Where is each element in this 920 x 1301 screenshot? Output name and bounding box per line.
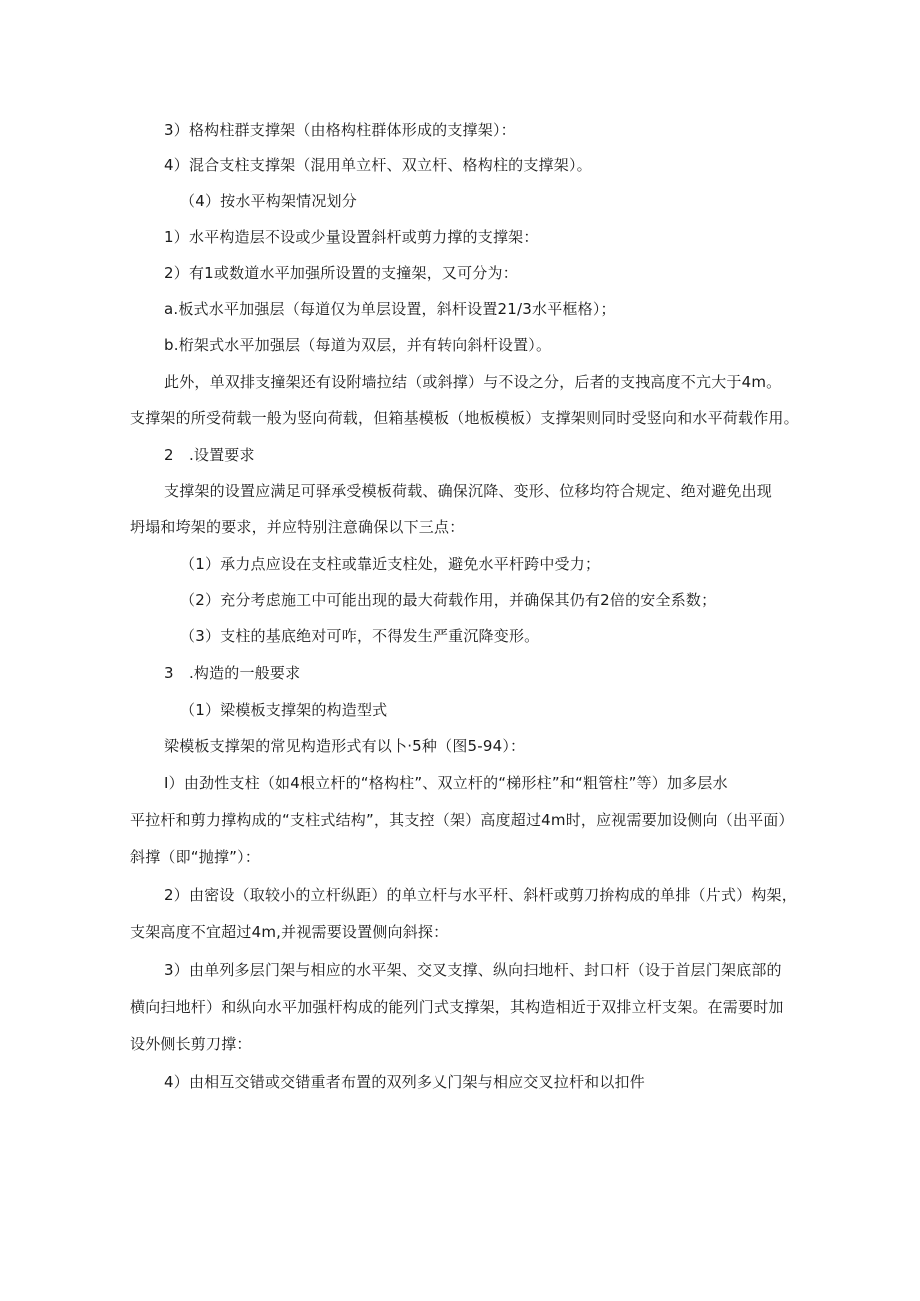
text-line: 斜撑（即“抛撑”）： bbox=[130, 848, 261, 866]
text-line: 3）格构柱群支撑架（由格构柱群体形成的支撑架）： bbox=[164, 121, 516, 139]
text-line: 支撑架的所受荷载一般为竖向荷载，但箱基模板（地板模板）支撑架则同时受竖向和水平荷载作用。 bbox=[130, 409, 799, 427]
text-line: （3）支柱的基底绝对可咋，不得发生严重沉降变形。 bbox=[180, 627, 540, 645]
text-line: I）由劲性支柱（如4根立杆的“格构柱”、双立杆的“梯形柱”和“粗管柱”等）加多层水 bbox=[164, 774, 728, 792]
text-line: 此外，单双排支撞架还有设附墙拉结（或斜撑）与不设之分，后者的支拽高度不亢大于4m。 bbox=[164, 373, 782, 391]
text-line: 4）由相互交错或交错重者布置的双列多乂门架与相应交叉拉杆和以扣件 bbox=[164, 1073, 645, 1091]
text-line: 2）有1或数道水平加强所设置的支撞架，又可分为： bbox=[164, 264, 518, 282]
text-line: 梁模板支撑架的常见构造形式有以卜·5种（图5-94）： bbox=[164, 737, 526, 755]
text-line: 3）由单列多层门架与相应的水平架、交叉支撑、纵向扫地杆、封口杆（设于首层门架底部的 bbox=[164, 961, 782, 979]
text-line: 平拉杆和剪力撑构成的“支柱式结构”，其支控（架）高度超过4m时，应视需要加设侧向（出平面） bbox=[130, 811, 794, 829]
text-line: （1）承力点应设在支柱或靠近支柱处，避免水平杆跨中受力； bbox=[180, 555, 601, 573]
text-line: 设外侧长剪刀撑： bbox=[130, 1035, 252, 1053]
text-line: 支架高度不宜超过4m,并视需要设置侧向斜探： bbox=[130, 923, 449, 941]
text-line: a.板式水平加强层（每道仅为单层设置，斜杆设置21/3水平框格）； bbox=[164, 300, 616, 318]
text-line: 2）由密设（取较小的立杆纵距）的单立杆与水平杆、斜杆或剪刀拚构成的单排（片式）构架， bbox=[164, 886, 797, 904]
text-line: b.桁架式水平加强层（每道为双层，并有转向斜杆设置）。 bbox=[164, 336, 552, 354]
text-line: 支撑架的设置应满足可驿承受模板荷载、确保沉降、变形、位移均符合规定、绝对避免出现 bbox=[164, 482, 773, 500]
text-line: 横向扫地杆）和纵向水平加强杆构成的能列门式支撑架，其构造相近于双排立杆支架。在需要时加 bbox=[130, 998, 784, 1016]
text-line: 4）混合支柱支撑架（混用单立杆、双立杆、格构柱的支撑架）。 bbox=[164, 156, 592, 174]
text-line: （4）按水平构架情况划分 bbox=[180, 192, 357, 210]
section-heading: 3 .构造的一般要求 bbox=[164, 664, 301, 682]
subsection-heading: （1）梁模板支撑架的构造型式 bbox=[180, 701, 388, 719]
text-line: 坍塌和垮架的要求，并应特别注意确保以下三点： bbox=[130, 518, 465, 536]
text-line: （2）充分考虑施工中可能出现的最大荷载作用，并确保其仍有2倍的安全系数； bbox=[180, 591, 717, 609]
text-line: 1）水平构造层不设或少量设置斜杆或剪力撑的支撑架： bbox=[164, 228, 539, 246]
section-heading: 2 .设置要求 bbox=[164, 446, 255, 464]
